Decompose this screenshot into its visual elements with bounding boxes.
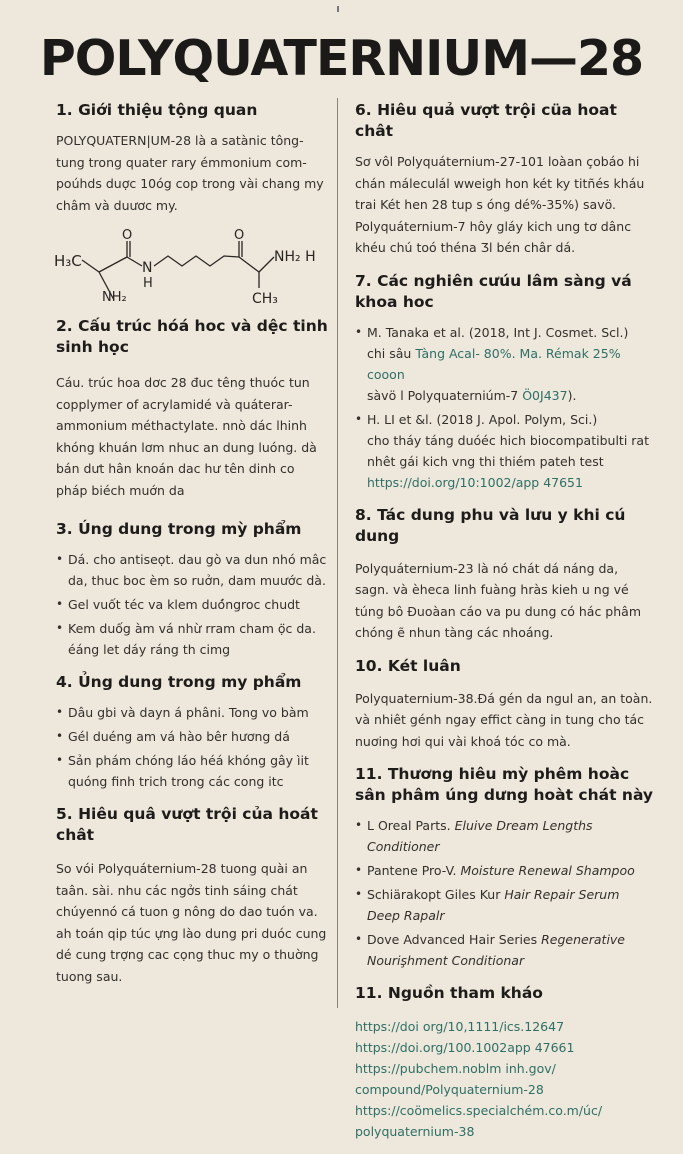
molecule-label-ch3: CH₃ — [252, 291, 278, 306]
list-item — [355, 409, 655, 493]
list-item: • Dâu gbi và dayn á phâni. Tong vo bàm — [56, 702, 328, 723]
section-heading: 10. Két luân — [355, 656, 461, 675]
section-heading: 6. Hiêu quả vượt trội cüa hoat chât — [355, 101, 617, 140]
study-line: nhêt gái kich vng thi thiém pateh test — [367, 453, 604, 469]
section-heading: 7. Các nghiên cưúu lâm sàng vá khoa hoc — [355, 271, 632, 311]
section-introduction — [56, 100, 328, 216]
section-text: Cáu. trúc hoa dơc 28 đuc têng thuóc tun copplymer of acrylamidé và quáterar-ammonium méthactylate. nnò dác lhinh khóng khuán lơm nhuc an dung luóng. dà bán dưt hân knoán dac hư tên dinh co pháp biéch muớn da — [56, 375, 317, 498]
molecule-label-o2: O — [234, 228, 245, 243]
section-heading: 8. Tác dung phu và lưu y khi cú dung — [355, 505, 626, 545]
list-item: • Sản phám chóng láo héá khóng gây ìit quóng finh trich trong các cong itc — [56, 750, 328, 792]
section-effectiveness — [56, 804, 328, 987]
section-structure — [56, 316, 328, 501]
section-heading: 11. Thương hiêu mỳ phêm hoàc sân phâm úng dưng hoàt chát này — [355, 765, 654, 804]
section-heading: 1. Giới thiệu tộng quan — [56, 101, 258, 119]
section-brands — [355, 764, 655, 971]
molecule-label-o1: O — [122, 228, 133, 243]
section-text: So vói Polyquáternium-28 tuong quài an taân. sài. nhu các ngởs tinh sáing chát chúyennó cá tuon g nông do dao tuón va. ah toán qip túc ựng lào dung pri duóc cung dé cung trợng cac cọng thuc my o thuờng tuong sau. — [56, 861, 327, 984]
study-line: cho tháy táng duóéc hich biocompatibulti rat — [367, 432, 649, 448]
list-item — [355, 884, 655, 926]
brand-name: L Oreal Parts. — [367, 818, 451, 833]
brand-name: Pantene Pro-V. — [367, 863, 457, 878]
brand-name: Schiärakopt Giles Kur — [367, 887, 501, 902]
reference-link[interactable]: https://doi org/10,1111/ics.12647 — [355, 1019, 565, 1034]
study-line: H. LI et &l. (2018 J. Apol. Polym, Sci.) — [367, 411, 598, 427]
reference-list — [355, 1016, 655, 1142]
section-heading: 4. Ủng dung trong my phẩm — [56, 673, 302, 691]
product-name: Moisture Renewal Shampoo — [460, 863, 635, 878]
product-name: Regenerative Nourişhment Conditionar — [367, 932, 625, 968]
list-item: • Kem duốg àm vá nhừ rram cham ọ̈c da. éáng let dáy ráng th cimg — [56, 618, 328, 660]
molecule-label-n: N — [142, 260, 153, 276]
structural-formula-diagram — [54, 228, 326, 306]
column-divider — [337, 98, 338, 1008]
left-column — [56, 100, 328, 999]
study-line-prefix-2: sàvö l Polyquaterniúm-7 — [367, 387, 523, 403]
reference-link[interactable]: compound/Polyquaternium-28 — [355, 1082, 544, 1097]
reference-link[interactable]: https://pubchem.noblm inh.gov/ — [355, 1061, 556, 1076]
molecule-label-h: H — [143, 276, 153, 291]
section-effectiveness-right — [355, 100, 655, 259]
brand-list — [355, 815, 655, 971]
study-line-suffix: ). — [567, 387, 577, 403]
study-line-prefix: chi sâu — [367, 345, 416, 361]
section-text: Polyquaternium-38.Đá gén da ngul an, an toàn. và nhiêt génh ngay effict càng in tung cho tác nuơing hơi qui vài khoá tóc co mà. — [355, 690, 653, 749]
top-tick-mark — [337, 6, 339, 12]
reference-link[interactable]: https://doi.org/100.1002app 47661 — [355, 1040, 575, 1055]
right-column — [355, 100, 655, 1154]
section-clinical-studies — [355, 271, 655, 493]
section-heading: 3. Úng dung trong mỳ phẩm — [56, 520, 302, 538]
study-doi-link[interactable]: https://doi.org/10:1002/app 47651 — [367, 474, 583, 490]
page-title: POLYQUATERNIUM—28 — [39, 30, 644, 87]
section-side-effects — [355, 505, 655, 644]
section-heading: 2. Cấu trúc hóá hoc và dệc tinh sinh học — [56, 317, 328, 356]
section-text: Sơ vôl Polyquáternium-27-101 loàan çobáo hi chán máleculál wweigh hon két ky titñés kháu trai Két hen 28 tup s óng dé%-35%) savö. Polyquáternium-7 hôy gláy kich ung tơ dânc khéu chú toó théna Ʒl bén châr dá. — [355, 154, 645, 255]
study-list — [355, 322, 655, 493]
study-line: M. Tanaka et al. (2018, Int J. Cosmet. Scl.) — [367, 324, 629, 340]
molecule-label-nh2: NH₂ — [102, 290, 127, 305]
section-conclusion — [355, 656, 655, 753]
list-item: • Dá. cho antiseọt. dau gò va dun nhó mâc da, thuc boc èm so ruởn, dam muước dà. — [56, 549, 328, 591]
list-item: • Gél duéng am vá hào bêr hương dá — [56, 726, 328, 747]
study-link-text[interactable]: Tàng Acal- 80%. Ma. Rémak 25% cooon — [367, 345, 621, 382]
section-text: Polyquáternium-23 là nó chát dá náng da, sagn. và èheca linh fuàng hràs kieh u ng vé túng bô Đuoàan cáo va pu dung có hác phâm chóng ẽ nhun tàng các nhoáng. — [355, 560, 641, 640]
product-name: Eluive Dream Lengths Conditioner — [367, 818, 593, 854]
list-item — [355, 929, 655, 971]
study-link-code[interactable]: Ö0J437 — [522, 387, 568, 403]
brand-name: Dove Advanced Hair Series — [367, 932, 538, 947]
molecule-label-h3c: H₃C — [54, 252, 82, 270]
reference-link[interactable]: polyquaternium-38 — [355, 1124, 475, 1139]
product-name: Hair Repair Serum Deep Rapalr — [367, 887, 620, 923]
list-item — [355, 815, 655, 857]
section-heading: 11. Nguồn tham kháo — [355, 984, 543, 1002]
section-applications — [56, 519, 328, 660]
molecule-label-nh2-right: NH₂ H — [274, 249, 316, 265]
application-list — [56, 549, 328, 660]
list-item — [355, 860, 655, 881]
list-item: • Gel vuốt téc va klem duó́ngroc chudt — [56, 594, 328, 615]
section-applications-2 — [56, 672, 328, 792]
section-heading: 5. Hiêu quâ vượt trội của hoát chât — [56, 805, 318, 844]
application-list — [56, 702, 328, 792]
reference-link[interactable]: https://coömelics.specialchém.co.m/úc/ — [355, 1103, 603, 1118]
section-text: POLYQUATERN|UM-28 là a satànic tông-tung trong quater rary émmonium com-poúhds duợc 10óg cop trong vài chang my châm và duươc my. — [56, 133, 324, 213]
list-item — [355, 322, 655, 406]
section-references — [355, 983, 655, 1142]
